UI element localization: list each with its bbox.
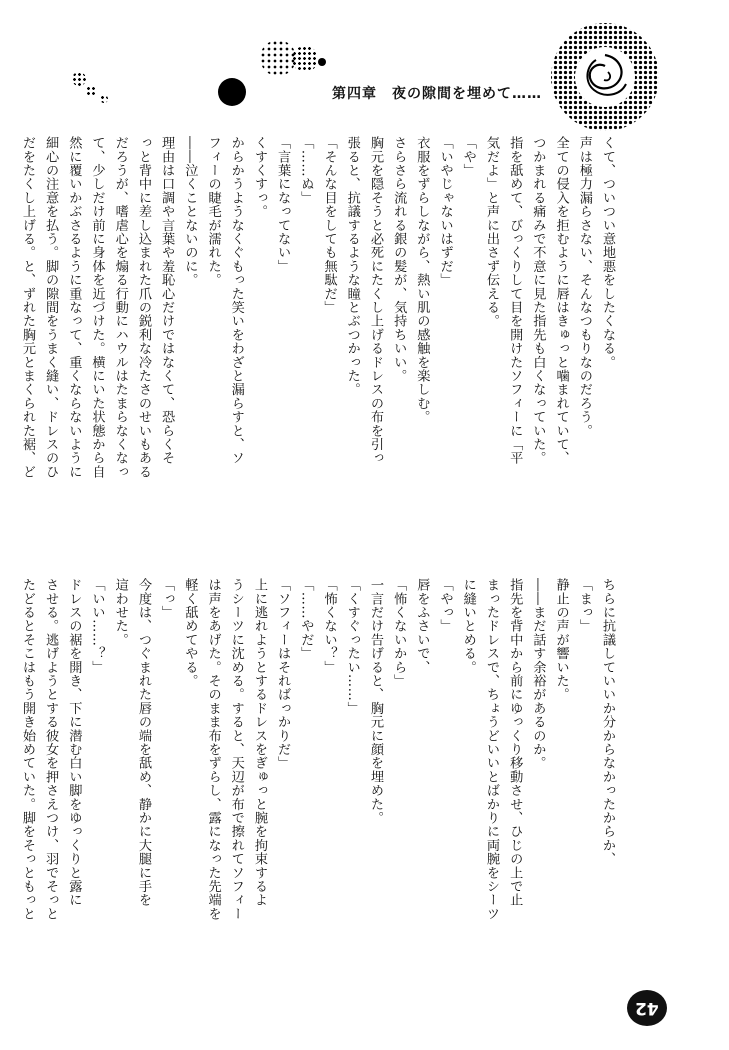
text-column: うシーツに沈める。すると、天辺が布で擦れてソフィー	[228, 578, 244, 921]
text-column: 「……ぬ」	[298, 136, 314, 205]
body-text-upper	[16, 136, 619, 516]
text-column: ドレスの裾を開き、下に潜む白い脚をゆっくりと露に	[66, 578, 82, 907]
ink-dot-icon	[218, 78, 246, 106]
halftone-dot-icon	[292, 46, 318, 72]
text-column: 「ソフィーはそればっかりだ」	[275, 578, 291, 770]
body-text-lower	[16, 578, 619, 958]
text-column: フィーの睫毛が濡れた。	[205, 136, 221, 287]
text-column: ――泣くことないのに。	[182, 136, 198, 287]
text-column: ちらに抗議していいか分からなかったからか、	[600, 578, 615, 866]
text-column: からかうようなくぐもった笑いをわざと漏らすと、ソ	[228, 136, 244, 465]
text-column: 声は極力漏らさない、そんなつもりなのだろう。	[576, 136, 592, 438]
halftone-dot-icon	[260, 40, 296, 76]
text-column: 衣服をずらしながら、熱い肌の感触を楽しむ。	[414, 136, 430, 424]
text-column: 「怖くないから」	[391, 578, 407, 688]
text-column: 「やっ」	[437, 578, 453, 633]
text-column: 「いやじゃないはずだ」	[437, 136, 453, 287]
text-column: まったドレスで、ちょうどいいとばかりに両腕をシーツ	[483, 578, 499, 921]
text-column: 指先を背中から前にゆっくり移動させ、ひじの上で止	[507, 578, 523, 907]
text-column: させる。逃げようとする彼女を押さえつけ、羽でそっと	[43, 578, 59, 921]
halftone-dot-icon	[86, 86, 96, 96]
chapter-title: 第四章 夜の隙間を埋めて……	[332, 86, 542, 102]
text-column: つかまれる痛みで不意に見た指先も白くなっていた。	[530, 136, 546, 465]
text-column: 「いい……？」	[89, 578, 105, 674]
text-column: は声をあげた。そのまま布をずらし、露になった先端を	[205, 578, 221, 921]
text-column: 上に逃れようとするドレスをぎゅっと腕を拘束するよ	[251, 578, 267, 907]
text-column: 軽く舐めてやる。	[182, 578, 198, 688]
text-column: 細心の注意を払う。脚の隙間をうまく縫い、ドレスのひ	[43, 136, 59, 479]
text-column: さらさら流れる銀の髪が、気持ちいい。	[391, 136, 407, 383]
text-column: ――まだ話す余裕があるのか。	[530, 578, 546, 770]
text-column: たどるとそこはもう開き始めていた。脚をそっともっと	[19, 578, 35, 921]
text-column: だをたくし上げる。と、ずれた胸元とまくられた裾、ど	[19, 136, 35, 479]
text-column: 「そんな目をしても無駄だ」	[321, 136, 337, 315]
text-column: 「っ」	[159, 578, 175, 620]
text-column: 這わせた。	[112, 578, 128, 647]
text-column: に縫いとめる。	[460, 578, 476, 674]
text-column: 気だよ」と声に出さず伝える。	[483, 136, 499, 328]
text-column: 「……やだ」	[298, 578, 314, 661]
text-column: 唇をふさいで、	[414, 578, 430, 674]
text-column: 理由は口調や言葉や羞恥心だけではなくて、恐らくそ	[159, 136, 175, 465]
text-column: だろうが、嗜虐心を煽る行動にハウルはたまらなくなっ	[112, 136, 128, 479]
text-column: っと背中に差し込まれた爪の鋭利な冷たさのせいもある	[135, 136, 151, 479]
text-column: 「言葉になってない」	[275, 136, 291, 273]
text-column: 今度は、つぐまれた唇の端を舐め、静かに大腿に手を	[135, 578, 151, 907]
text-column: 静止の声が響いた。	[553, 578, 569, 702]
text-column: 然に覆いかぶさるように重なって、重くならないように	[66, 136, 82, 479]
text-column: て、少しだけ前に身体を近づけた。横にいた状態から自	[89, 136, 105, 479]
text-column: 一言だけ告げると、胸元に顔を埋めた。	[367, 578, 383, 825]
text-column: 「まっ」	[576, 578, 592, 633]
text-column: 「や」	[460, 136, 476, 178]
text-column: 張ると、抗議するような瞳とぶつかった。	[344, 136, 360, 397]
flower-emblem-icon	[548, 20, 663, 135]
text-column: 胸元を隠そうと必死にたくし上げるドレスの布を引っ	[367, 136, 383, 465]
page-number-label: 42	[635, 998, 659, 1018]
page-number	[627, 990, 667, 1026]
text-column: 「怖くない？」	[321, 578, 337, 674]
ink-dot-icon	[318, 58, 326, 66]
text-column: くて、ついつい意地悪をしたくなる。	[600, 136, 615, 369]
text-column: 全ての侵入を拒むように唇はきゅっと噛まれていて、	[553, 136, 569, 465]
halftone-dot-icon	[72, 72, 86, 86]
text-column: 「くすぐったい……」	[344, 578, 360, 715]
text-column: 指を舐めて、びっくりして目を開けたソフィーに「平	[507, 136, 523, 465]
text-column: くすくすっ。	[251, 136, 267, 219]
halftone-dot-icon	[100, 95, 108, 103]
